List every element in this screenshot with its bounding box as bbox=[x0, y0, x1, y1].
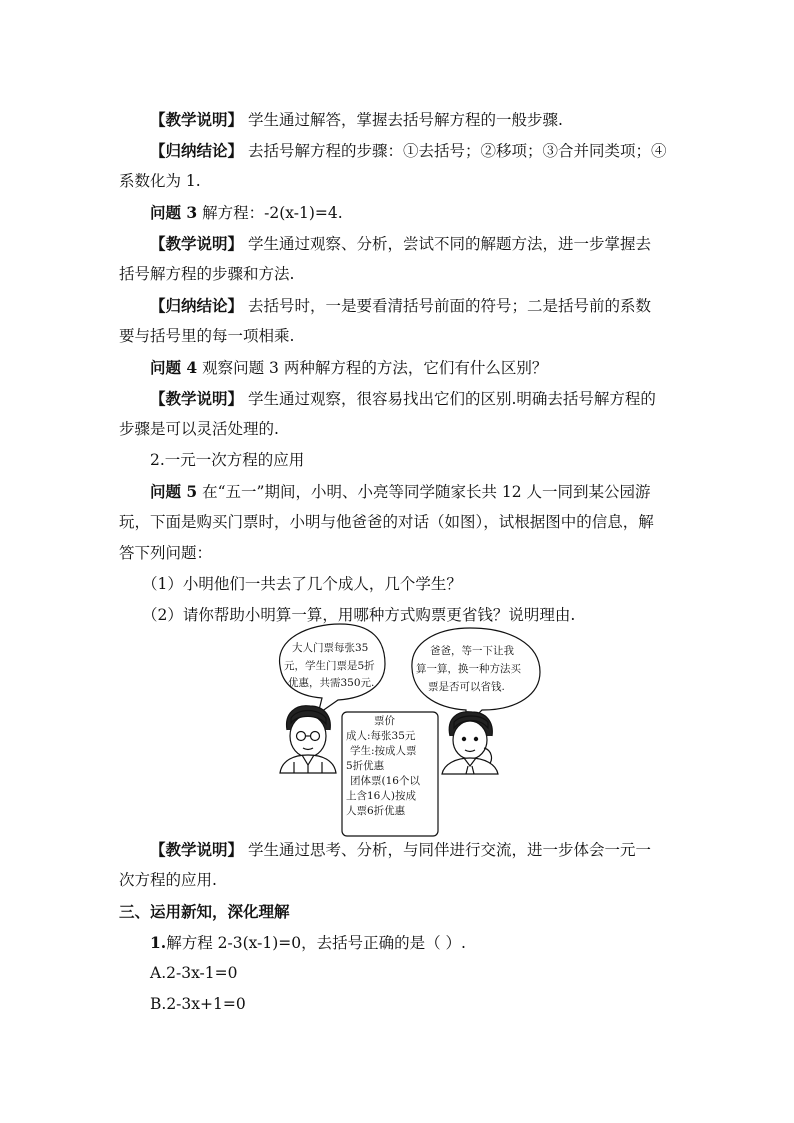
sign-line-7: 人票6折优惠 bbox=[346, 805, 406, 817]
sign-line-4: 5折优惠 bbox=[346, 760, 385, 772]
section-heading-application: 2.一元一次方程的应用 bbox=[150, 451, 305, 469]
conclusion-2: 【归纳结论】 去括号时，一是要看清括号前面的符号；二是括号前的系数 bbox=[150, 296, 651, 315]
sub-question-1: （1）小明他们一共去了几个成人，几个学生？ bbox=[142, 575, 462, 593]
teaching-note-3: 【教学说明】 学生通过观察，很容易找出它们的区别.明确去括号解方程的 bbox=[150, 389, 656, 408]
sign-line-1: 票价 bbox=[374, 715, 395, 727]
exercise-1-option-a: A.2-3x-1=0 bbox=[150, 964, 238, 982]
question-4: 问题 4 观察问题 3 两种解方程的方法，它们有什么区别？ bbox=[150, 358, 548, 377]
question-5-cont-1: 玩，下面是购买门票时，小明与他爸爸的对话（如图），试根据图中的信息，解 bbox=[119, 513, 654, 531]
teaching-note-4-cont: 次方程的应用. bbox=[119, 871, 217, 889]
question-5-cont-2: 答下列问题： bbox=[119, 544, 213, 562]
question-5: 问题 5 在“五一”期间，小明、小亮等同学随家长共 12 人一同到某公园游 bbox=[150, 482, 651, 501]
right-bubble-line-1: 爸爸，等一下让我 bbox=[430, 645, 514, 657]
teaching-note-3-cont: 步骤是可以灵活处理的. bbox=[119, 420, 279, 438]
sign-line-5: 团体票(16个以 bbox=[350, 775, 420, 787]
dialogue-figure bbox=[270, 618, 560, 838]
left-bubble-line-3: 优惠，共需350元. bbox=[288, 677, 375, 689]
teaching-note-2: 【教学说明】 学生通过观察、分析，尝试不同的解题方法，进一步掌握去 bbox=[150, 234, 651, 253]
teaching-note-2-cont: 括号解方程的步骤和方法. bbox=[119, 265, 295, 283]
sub-question-2: （2）请你帮助小明算一算，用哪种方式购票更省钱？说明理由. bbox=[142, 606, 576, 624]
left-bubble-line-2: 元，学生门票是5折 bbox=[284, 660, 375, 672]
boy-figure bbox=[442, 712, 498, 774]
exercise-1-option-b: B.2-3x+1=0 bbox=[150, 995, 246, 1013]
teaching-note-1: 【教学说明】 学生通过解答，掌握去括号解方程的一般步骤. bbox=[150, 110, 563, 129]
right-bubble-line-3: 票是否可以省钱. bbox=[428, 681, 505, 693]
sign-line-6: 上含16人)按成 bbox=[346, 790, 416, 802]
conclusion-2-cont: 要与括号里的每一项相乘. bbox=[119, 327, 295, 345]
conclusion-1: 【归纳结论】 去括号解方程的步骤：①去括号；②移项；③合并同类项；④ bbox=[150, 141, 667, 160]
sign-line-3: 学生:按成人票 bbox=[350, 745, 417, 757]
dialogue-illustration bbox=[270, 618, 560, 838]
sign-line-2: 成人:每张35元 bbox=[346, 730, 416, 742]
conclusion-1-cont: 系数化为 1. bbox=[119, 172, 201, 190]
father-figure bbox=[280, 706, 336, 773]
right-bubble-line-2: 算一算，换一种方法买 bbox=[416, 663, 521, 675]
teaching-note-4: 【教学说明】 学生通过思考、分析，与同伴进行交流，进一步体会一元一 bbox=[150, 840, 651, 859]
section-heading-3: 三、运用新知，深化理解 bbox=[119, 902, 290, 921]
left-bubble-line-1: 大人门票每张35 bbox=[292, 642, 369, 654]
exercise-1: 1.解方程 2-3(x-1)=0，去括号正确的是（ ）. bbox=[150, 933, 466, 952]
question-3: 问题 3 解方程：-2(x-1)=4. bbox=[150, 203, 343, 222]
right-speech-bubble bbox=[412, 628, 540, 726]
